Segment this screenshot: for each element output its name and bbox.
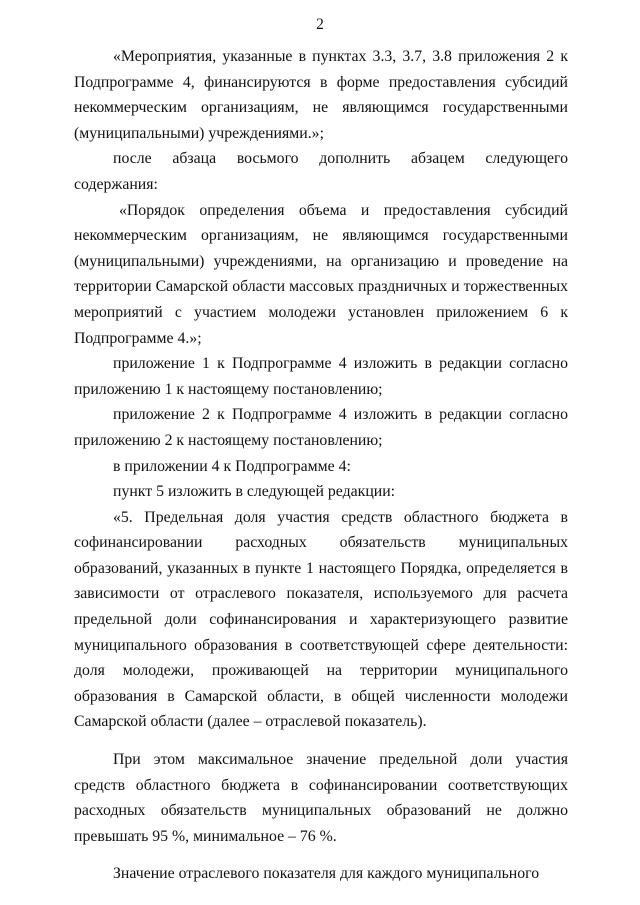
paragraph-appendix-4-intro: в приложении 4 к Подпрограмме 4:: [113, 457, 351, 475]
paragraph-item-5-text: «5. Предельная доля участия средств областного бюджета в софинансировании расходных обязательств муниципальных образований, указанных в пункте 1 настоящего Порядка, определяется в зависимости от отраслевого показателя, используемого для расчета предельной доли софинансирования и характеризующего развитие муниципального образования в соответствующей сфере деятельности: доля молодежи, проживающей на территории муниципального образования в Самарской области, в общей численности молодежи Самарской области (далее – отраслевой показатель).: [74, 508, 568, 731]
paragraph-max-min-share: При этом максимальное значение предельной доли участия средств областного бюджета в софинансировании соответствующих расходных обязательств муниципальных образований не должно превышать 95 %, минимальное – 76 %.: [74, 751, 568, 845]
paragraph-item-5-instruction: пункт 5 изложить в следующей редакции:: [113, 483, 396, 501]
paragraph-appendix-2: приложение 2 к Подпрограмме 4 изложить в редакции согласно приложению 2 к настоящему постановлению;: [74, 406, 568, 449]
paragraph-indicator-value: Значение отраслевого показателя для каждого муниципального: [113, 865, 540, 883]
paragraph-appendix-1: приложение 1 к Подпрограмме 4 изложить в редакции согласно приложению 1 к настоящему постановлению;: [74, 355, 568, 398]
paragraph-activities-financing: «Мероприятия, указанные в пунктах 3.3, 3.7, 3.8 приложения 2 к Подпрограмме 4, финансируются в форме предоставления субсидий некоммерческим организациям, не являющимся государственными (муниципальными) учреждениями.»;: [74, 48, 568, 142]
paragraph-insert-instruction: после абзаца восьмого дополнить абзацем следующего содержания:: [74, 150, 568, 193]
document-body: [74, 44, 568, 887]
page-number: 2: [316, 16, 324, 33]
paragraph-subsidy-procedure: «Порядок определения объема и предоставления субсидий некоммерческим организациям, не являющимся государственными (муниципальными) учреждениями, на организацию и проведение на территории Самарской области массовых праздничных и торжественных мероприятий с участием молодежи установлен приложением 6 к Подпрограмме 4.»;: [74, 201, 568, 347]
